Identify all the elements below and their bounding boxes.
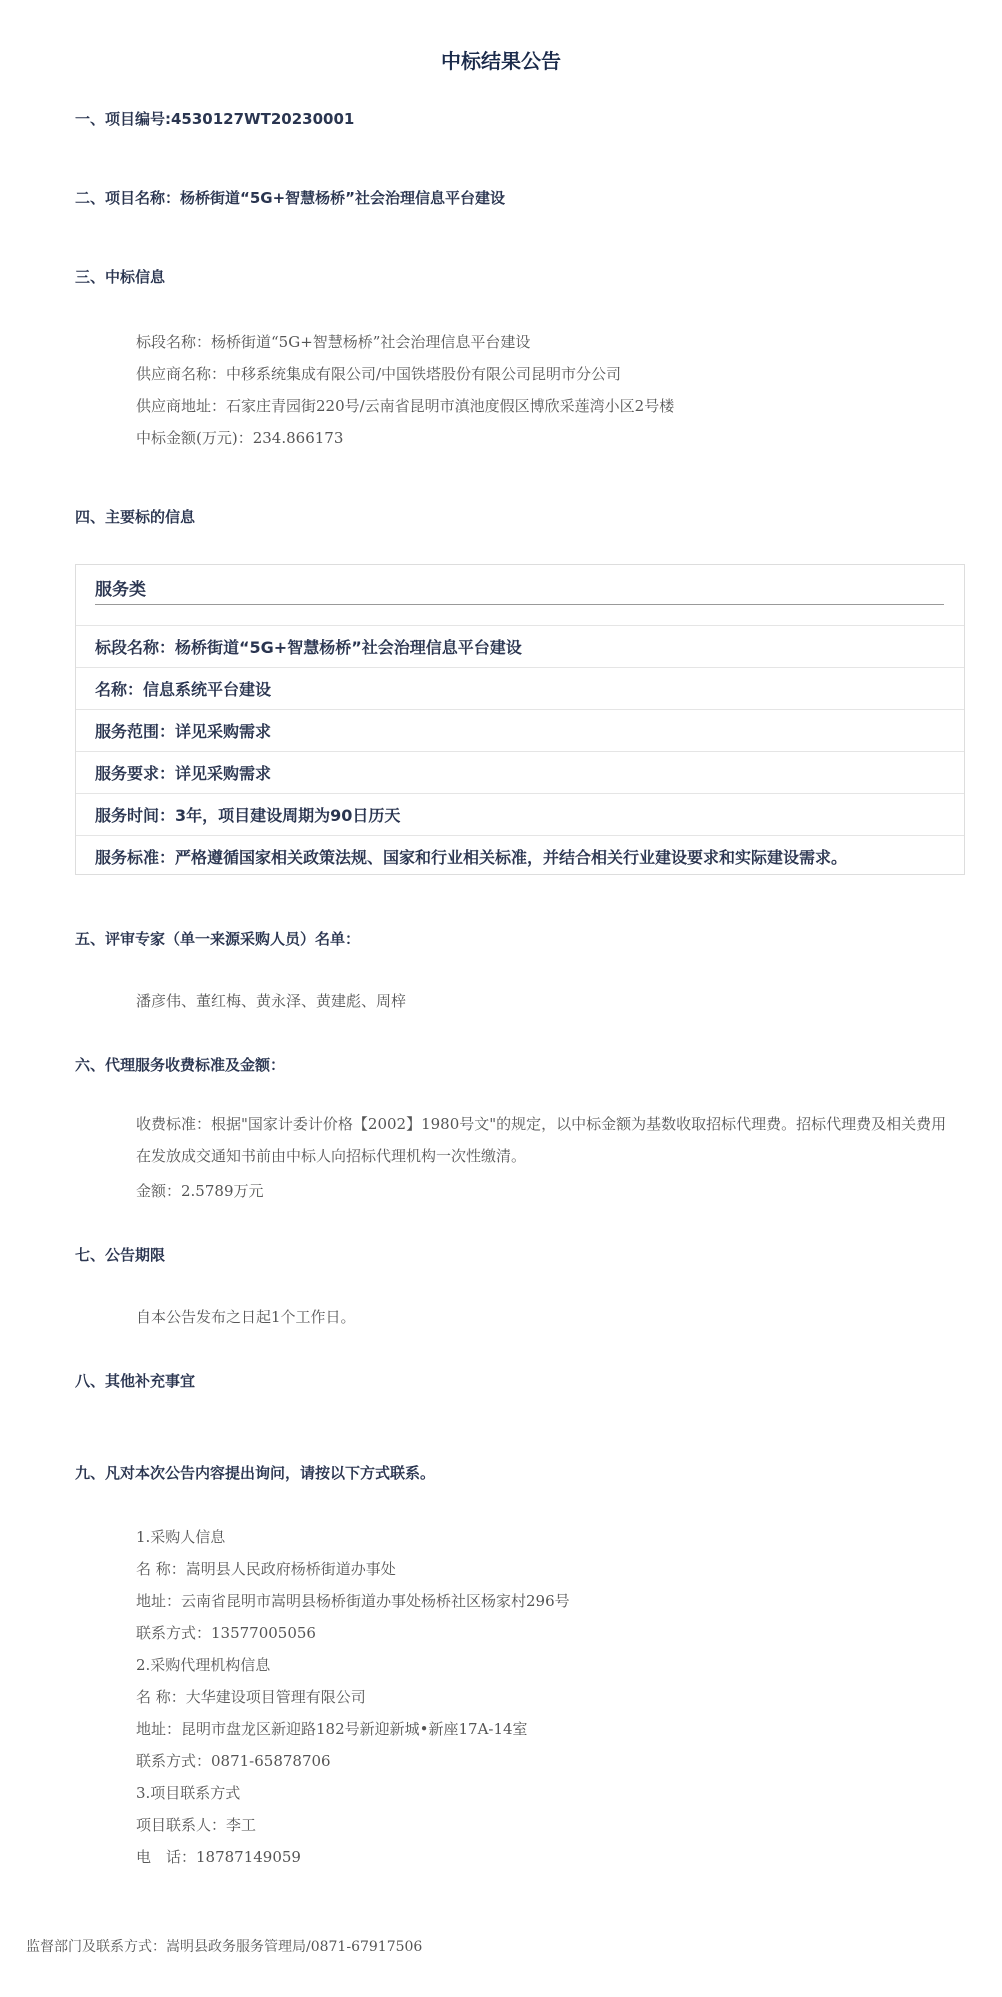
contact-project-heading: 3.项目联系方式 [136, 1784, 241, 1802]
contact-agency-address: 地址：昆明市盘龙区新迎路182号新迎新城•新座17A-14室 [136, 1720, 528, 1738]
table-row [76, 751, 964, 794]
table-cell: 服务范围：详见采购需求 [95, 722, 272, 741]
contact-agency-heading: 2.采购代理机构信息 [136, 1656, 271, 1674]
table-header-rule [95, 604, 944, 605]
award-supplier-name: 供应商名称：中移系统集成有限公司/中国铁塔股份有限公司昆明市分公司 [136, 365, 622, 383]
subject-table [75, 564, 965, 875]
section-other-matters: 八、其他补充事宜 [75, 1372, 196, 1390]
table-header-label: 服务类 [95, 580, 146, 600]
award-lot-name: 标段名称：杨桥街道“5G+智慧杨桥”社会治理信息平台建设 [136, 333, 531, 351]
table-row [76, 793, 964, 836]
section-contact: 九、凡对本次公告内容提出询问，请按以下方式联系。 [75, 1464, 436, 1482]
section-award-info: 三、中标信息 [75, 268, 166, 286]
award-amount: 中标金额(万元)：234.866173 [136, 429, 344, 447]
notice-period-text: 自本公告发布之日起1个工作日。 [136, 1308, 356, 1326]
table-cell: 标段名称：杨桥街道“5G+智慧杨桥”社会治理信息平台建设 [95, 638, 522, 657]
section-experts: 五、评审专家（单一来源采购人员）名单： [75, 930, 361, 948]
table-cell: 名称：信息系统平台建设 [95, 680, 272, 699]
page-title: 中标结果公告 [441, 49, 561, 73]
table-row [76, 835, 964, 877]
table-cell: 服务时间：3年，项目建设周期为90日历天 [95, 806, 401, 825]
table-cell: 服务标准：严格遵循国家相关政策法规、国家和行业相关标准，并结合相关行业建设要求和实际建设需求。 [95, 848, 848, 867]
contact-agency-phone: 联系方式：0871-65878706 [136, 1752, 331, 1770]
section-agency-fee: 六、代理服务收费标准及金额： [75, 1056, 286, 1074]
experts-list: 潘彦伟、董红梅、黄永泽、黄建彪、周梓 [136, 992, 407, 1010]
agency-fee-amount: 金额：2.5789万元 [136, 1182, 264, 1200]
section-main-subject: 四、主要标的信息 [75, 508, 196, 526]
supervision-footer: 监督部门及联系方式：嵩明县政务服务管理局/0871-67917506 [26, 1939, 423, 1955]
contact-purchaser-phone: 联系方式：13577005056 [136, 1624, 316, 1642]
table-row [76, 625, 964, 668]
contact-agency-name: 名 称：大华建设项目管理有限公司 [136, 1688, 366, 1706]
award-supplier-address: 供应商地址：石家庄青园街220号/云南省昆明市滇池度假区博欣采莲湾小区2号楼 [136, 397, 675, 415]
contact-project-person: 项目联系人：李工 [136, 1816, 257, 1834]
contact-purchaser-name: 名 称：嵩明县人民政府杨桥街道办事处 [136, 1560, 396, 1578]
section-project-name: 二、项目名称：杨桥街道“5G+智慧杨桥”社会治理信息平台建设 [75, 189, 506, 207]
agency-fee-standard: 收费标准：根据"国家计委计价格【2002】1980号文"的规定，以中标金额为基数收取招标代理费。招标代理费及相关费用在发放成交通知书前由中标人向招标代理机构一次性缴清。 [136, 1115, 947, 1165]
section-project-number: 一、项目编号:4530127WT20230001 [75, 110, 355, 128]
section-notice-period: 七、公告期限 [75, 1246, 166, 1264]
contact-purchaser-heading: 1.采购人信息 [136, 1528, 226, 1546]
table-row [76, 667, 964, 710]
table-cell: 服务要求：详见采购需求 [95, 764, 272, 783]
table-header [76, 565, 964, 626]
contact-purchaser-address: 地址：云南省昆明市嵩明县杨桥街道办事处杨桥社区杨家村296号 [136, 1592, 570, 1610]
contact-project-phone: 电 话：18787149059 [136, 1848, 301, 1866]
table-row [76, 709, 964, 752]
